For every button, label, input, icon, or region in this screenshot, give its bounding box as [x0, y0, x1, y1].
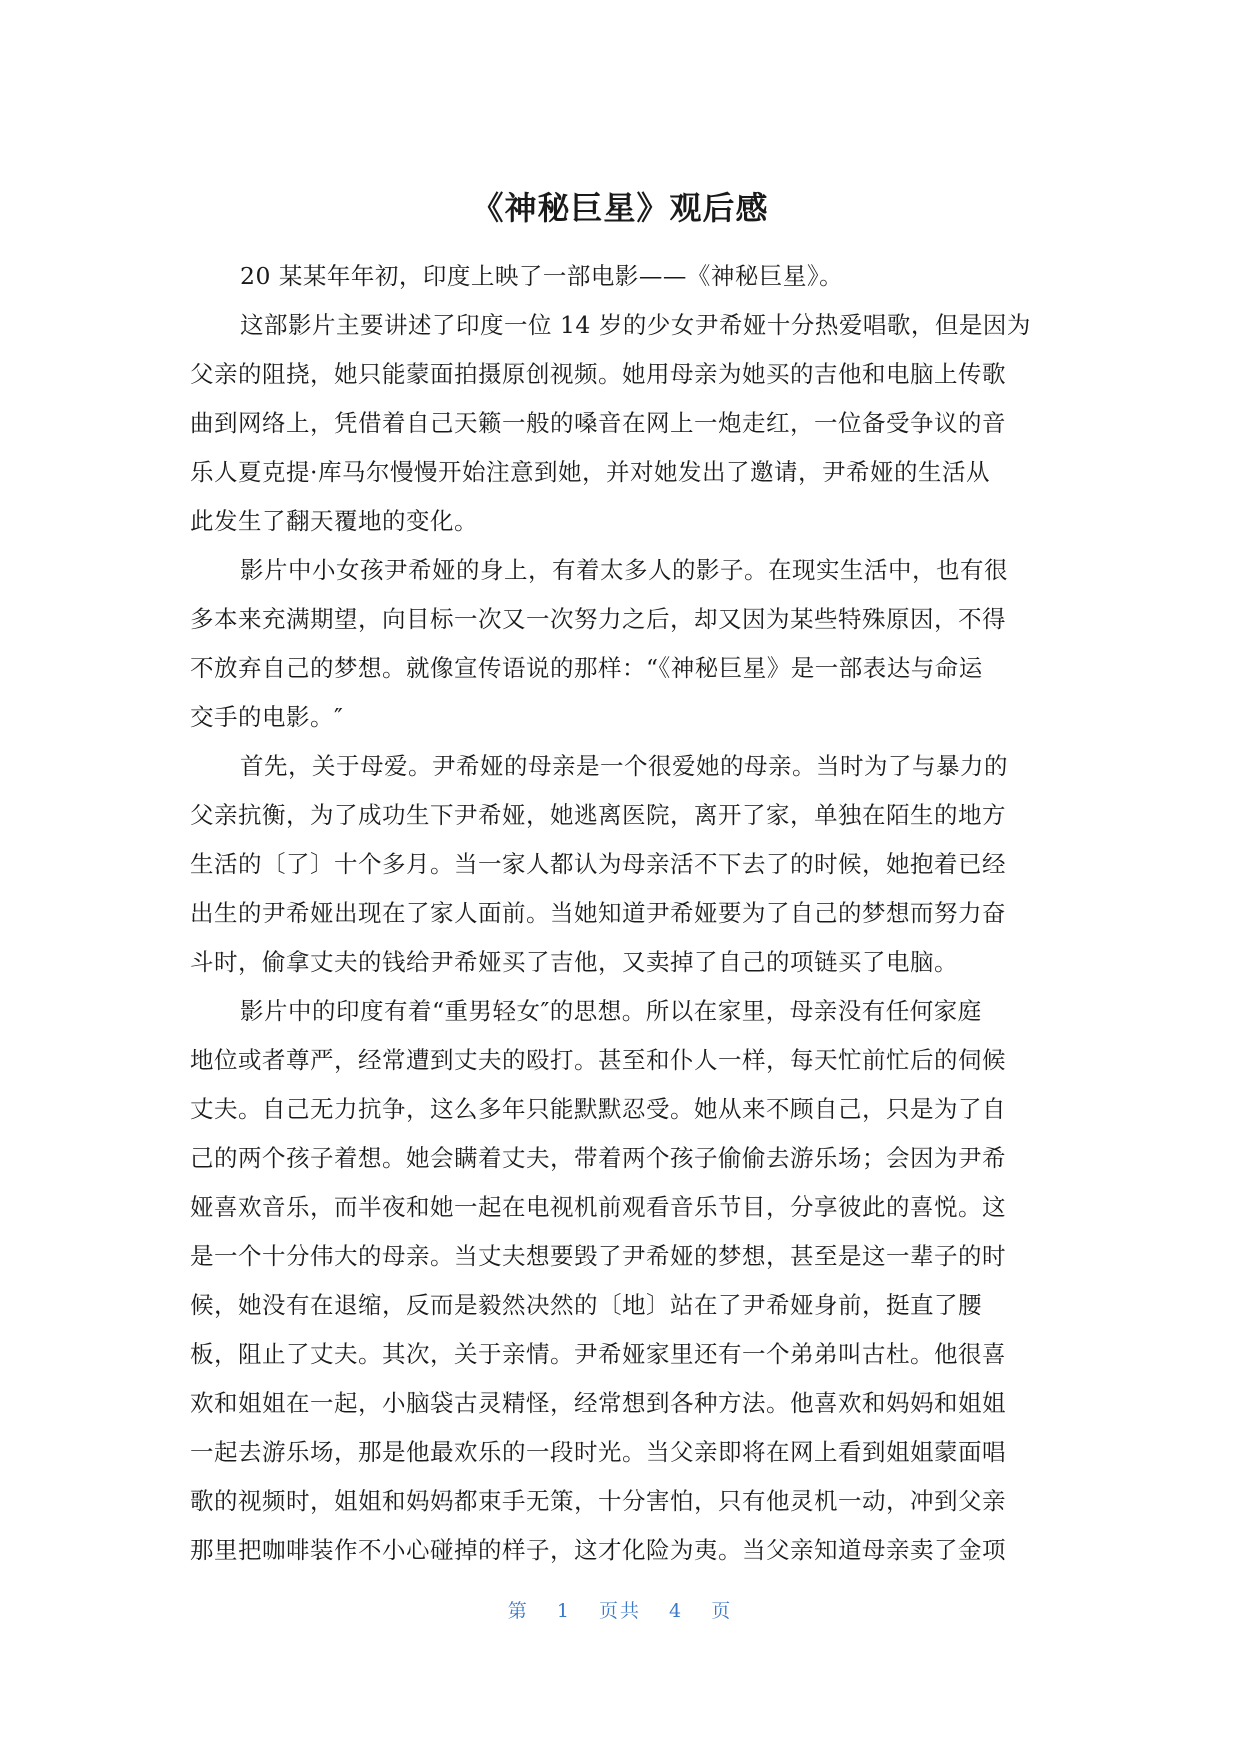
text-line: 生活的〔了〕十个多月。当一家人都认为母亲活不下去了的时候，她抱着已经 [190, 850, 1006, 878]
text-line: 曲到网络上，凭借着自己天籁一般的嗓音在网上一炮走红，一位备受争议的音 [190, 409, 1006, 437]
text-line: 板，阻止了丈夫。其次，关于亲情。尹希娅家里还有一个弟弟叫古杜。他很喜 [190, 1340, 1006, 1368]
text-line: 20 某某年年初，印度上映了一部电影——《神秘巨星》。 [240, 262, 844, 290]
text-line: 父亲的阻挠，她只能蒙面拍摄原创视频。她用母亲为她买的吉他和电脑上传歌 [190, 360, 1006, 388]
text-line: 地位或者尊严，经常遭到丈夫的殴打。甚至和仆人一样，每天忙前忙后的伺候 [190, 1046, 1006, 1074]
text-line: 候，她没有在退缩，反而是毅然决然的〔地〕站在了尹希娅身前，挺直了腰 [190, 1291, 982, 1319]
text-line: 是一个十分伟大的母亲。当丈夫想要毁了尹希娅的梦想，甚至是这一辈子的时 [190, 1242, 1006, 1270]
text-line: 斗时，偷拿丈夫的钱给尹希娅买了吉他，又卖掉了自己的项链买了电脑。 [190, 948, 958, 976]
text-line: 丈夫。自己无力抗争，这么多年只能默默忍受。她从来不顾自己，只是为了自 [190, 1095, 1006, 1123]
text-line: 首先，关于母爱。尹希娅的母亲是一个很爱她的母亲。当时为了与暴力的 [240, 752, 1008, 780]
text-line: 娅喜欢音乐，而半夜和她一起在电视机前观看音乐节目，分享彼此的喜悦。这 [190, 1193, 1006, 1221]
footer-page-number: 1 [556, 1600, 571, 1622]
text-line: 己的两个孩子着想。她会瞒着丈夫，带着两个孩子偷偷去游乐场；会因为尹希 [190, 1144, 1006, 1172]
footer-total-pages: 4 [669, 1600, 684, 1622]
page-footer [0, 1596, 1240, 1623]
text-line: 不放弃自己的梦想。就像宣传语说的那样：“《神秘巨星》是一部表达与命运 [190, 654, 983, 682]
text-line: 影片中小女孩尹希娅的身上，有着太多人的影子。在现实生活中，也有很 [240, 556, 1008, 584]
text-line: 欢和姐姐在一起，小脑袋古灵精怪，经常想到各种方法。他喜欢和妈妈和姐姐 [190, 1389, 1006, 1417]
text-line: 那里把咖啡装作不小心碰掉的样子，这才化险为夷。当父亲知道母亲卖了金项 [190, 1536, 1006, 1564]
footer-page-label-pre: 第 [507, 1600, 529, 1622]
text-line: 歌的视频时，姐姐和妈妈都束手无策，十分害怕，只有他灵机一动，冲到父亲 [190, 1487, 1006, 1515]
text-line: 此发生了翻天覆地的变化。 [190, 507, 478, 535]
text-line: 这部影片主要讲述了印度一位 14 岁的少女尹希娅十分热爱唱歌，但是因为 [240, 311, 1031, 339]
text-line: 多本来充满期望，向目标一次又一次努力之后，却又因为某些特殊原因，不得 [190, 605, 1006, 633]
text-line: 影片中的印度有着“重男轻女″的思想。所以在家里，母亲没有任何家庭 [240, 997, 982, 1025]
footer-page-label-post: 页 [711, 1600, 733, 1622]
text-line: 乐人夏克提·库马尔慢慢开始注意到她，并对她发出了邀请，尹希娅的生活从 [190, 458, 990, 486]
document-body [190, 252, 1060, 1575]
text-line: 父亲抗衡，为了成功生下尹希娅，她逃离医院，离开了家，单独在陌生的地方 [190, 801, 1006, 829]
text-line: 出生的尹希娅出现在了家人面前。当她知道尹希娅要为了自己的梦想而努力奋 [190, 899, 1006, 927]
footer-page-label-mid: 页共 [598, 1600, 641, 1622]
document-title: 《神秘巨星》观后感 [471, 189, 769, 227]
text-line: 交手的电影。″ [190, 703, 344, 731]
text-line: 一起去游乐场，那是他最欢乐的一段时光。当父亲即将在网上看到姐姐蒙面唱 [190, 1438, 1006, 1466]
